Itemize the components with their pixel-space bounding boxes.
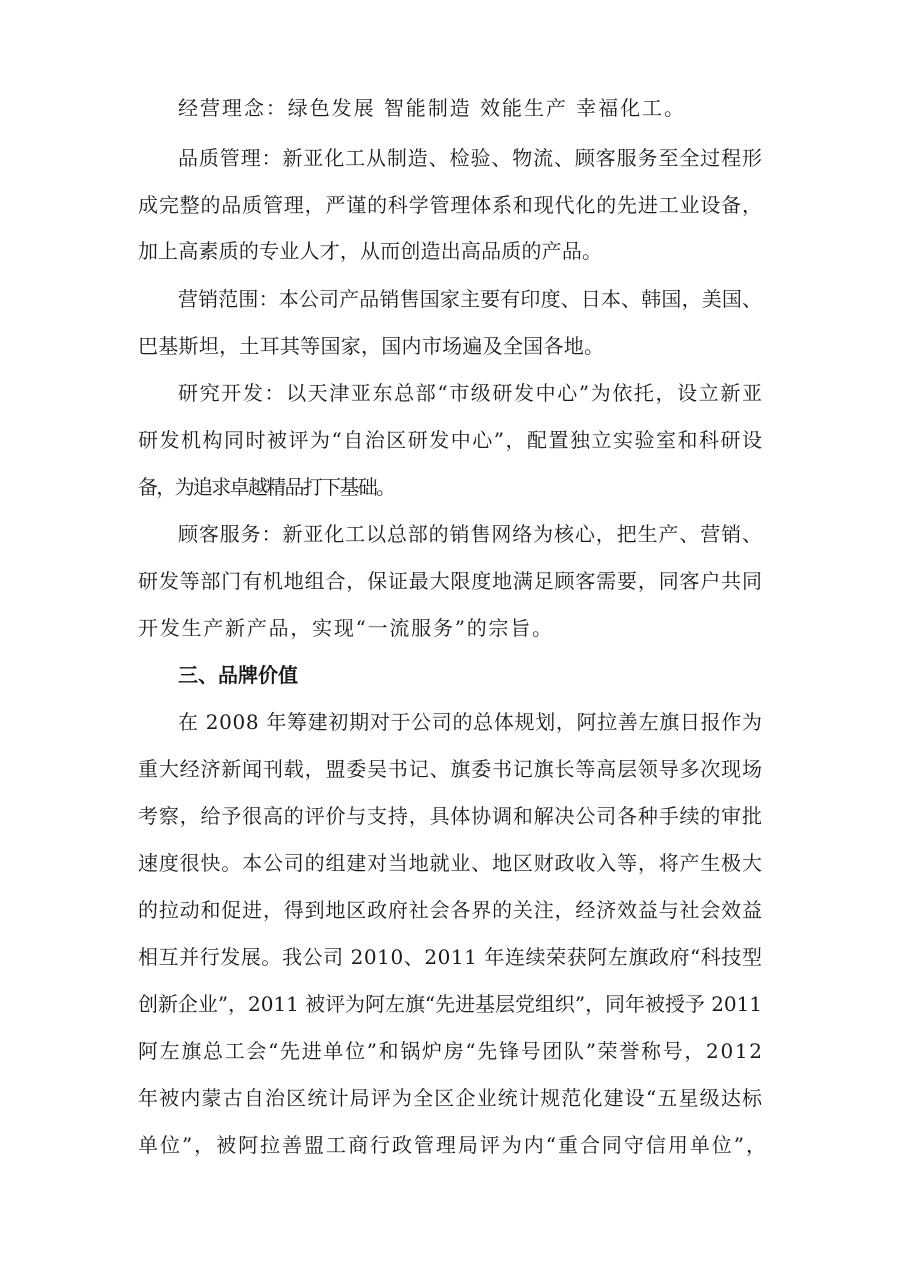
text-line: 品质管理：新亚化工从制造、检验、物流、顾客服务至全过程形 — [178, 146, 763, 170]
text-line: 创新企业”，2011 被评为阿左旗“先进基层党组织”，同年被授予 2011 — [138, 992, 762, 1016]
text-line: 考察，给予很高的评价与支持，具体协调和解决公司各种手续的审批 — [138, 804, 763, 828]
section-heading: 三、品牌价值 — [178, 663, 298, 687]
text-line: 营销范围：本公司产品销售国家主要有印度、日本、韩国，美国、 — [178, 287, 763, 311]
text-line: 研究开发：以天津亚东总部“市级研发中心”为依托，设立新亚 — [178, 381, 764, 405]
text-line: 速度很快。本公司的组建对当地就业、地区财政收入等，将产生极大 — [138, 851, 763, 875]
text-line: 研发机构同时被评为“自治区研发中心”，配置独立实验室和科研设 — [138, 428, 764, 452]
text-line: 阿左旗总工会“先进单位”和锅炉房“先锋号团队”荣誉称号，2012 — [138, 1039, 764, 1063]
text-line: 备，为追求卓越精品打下基础。 — [138, 475, 395, 499]
text-line: 经营理念：绿色发展 智能制造 效能生产 幸福化工。 — [178, 96, 686, 120]
text-line: 在 2008 年筹建初期对于公司的总体规划，阿拉善左旗日报作为 — [178, 710, 763, 734]
text-line: 年被内蒙古自治区统计局评为全区企业统计规范化建设“五星级达标 — [138, 1086, 764, 1110]
text-line: 重大经济新闻刊载，盟委吴书记、旗委书记旗长等高层领导多次现场 — [138, 757, 763, 781]
text-line: 研发等部门有机地组合，保证最大限度地满足顾客需要，同客户共同 — [138, 569, 763, 593]
text-line: 加上高素质的专业人才，从而创造出高品质的产品。 — [138, 239, 603, 263]
text-line: 顾客服务：新亚化工以总部的销售网络为核心，把生产、营销、 — [178, 522, 763, 546]
text-line: 成完整的品质管理，严谨的科学管理体系和现代化的先进工业设备， — [138, 193, 763, 217]
text-line: 的拉动和促进，得到地区政府社会各界的关注，经济效益与社会效益 — [138, 898, 763, 922]
text-line: 巴基斯坦，土耳其等国家，国内市场遍及全国各地。 — [138, 334, 605, 358]
text-line: 单位”，被阿拉善盟工商行政管理局评为内“重合同守信用单位”， — [138, 1133, 768, 1157]
text-line: 开发生产新产品，实现“一流服务”的宗旨。 — [138, 616, 554, 640]
text-line: 相互并行发展。我公司 2010、2011 年连续荣获阿左旗政府“科技型 — [138, 945, 763, 969]
